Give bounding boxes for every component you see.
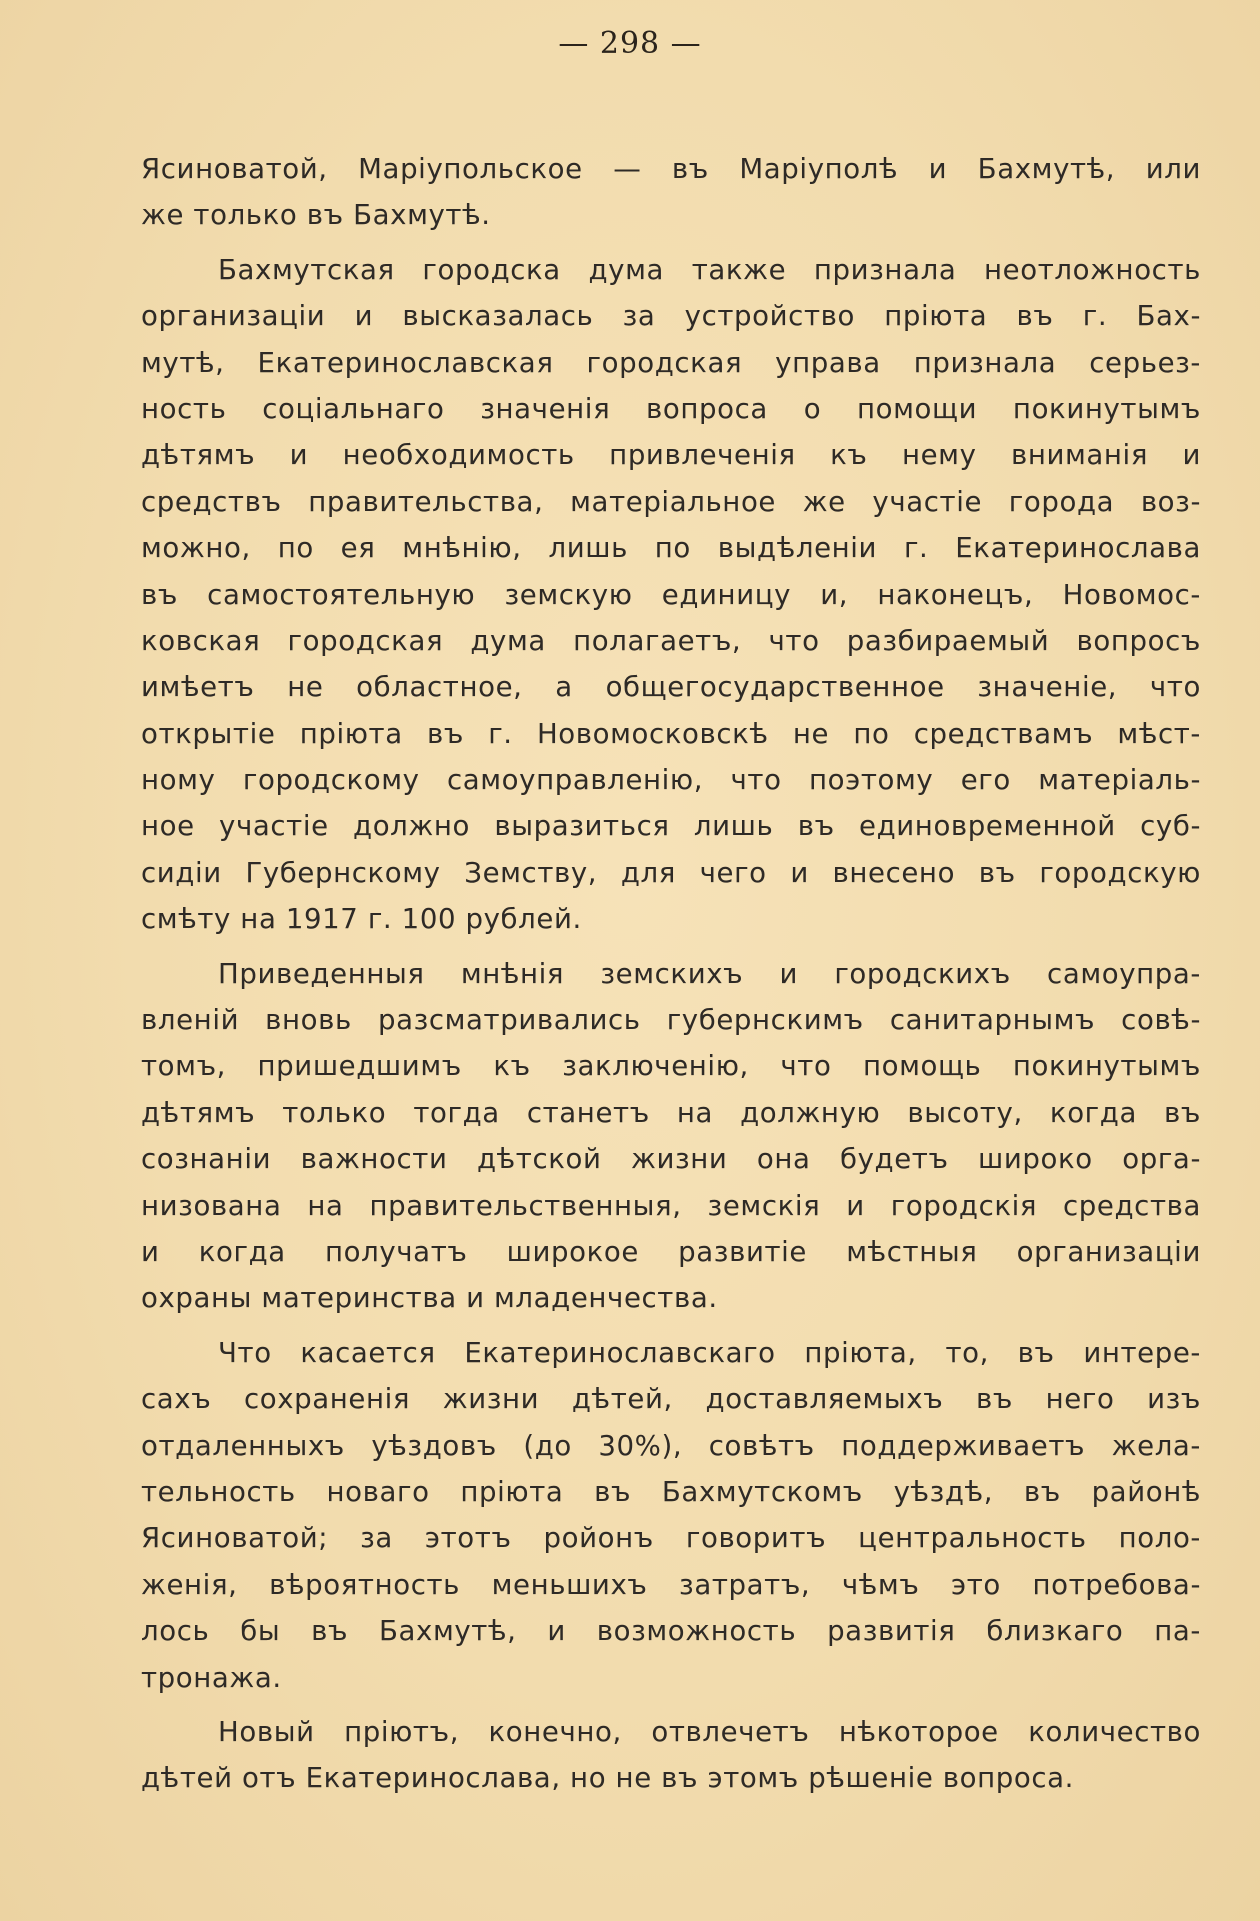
text-line: организаціи и высказалась за устройство пріюта въ г. Бах- [141, 299, 1201, 333]
text-line: низована на правительственныя, земскія и городскія средства [141, 1188, 1201, 1222]
text-body [141, 146, 1201, 1802]
paragraph [141, 1330, 1201, 1701]
text-line: открытіе пріюта въ г. Новомосковскѣ не по средствамъ мѣст- [141, 716, 1201, 750]
text-line: вленій вновь разсматривались губернскимъ санитарнымъ совѣ- [141, 1003, 1201, 1037]
text-line: сидіи Губернскому Земству, для чего и внесено въ городскую [141, 855, 1201, 889]
text-line: смѣту на 1917 г. 100 рублей. [141, 902, 582, 936]
text-line: Что касается Екатеринославскаго пріюта, то, въ интере- [218, 1335, 1201, 1369]
text-line: Ясиноватой; за этотъ ройонъ говоритъ центральность поло- [141, 1521, 1201, 1555]
text-line: тронажа. [141, 1660, 282, 1694]
text-line: ность соціальнаго значенія вопроса о помощи покинутымъ [141, 391, 1201, 425]
paragraph [141, 951, 1201, 1322]
text-line: дѣтямъ и необходимость привлеченія къ нему вниманія и [141, 438, 1201, 472]
text-line: сахъ сохраненія жизни дѣтей, доставляемыхъ въ него изъ [141, 1382, 1201, 1416]
text-line: дѣтямъ только тогда станетъ на должную высоту, когда въ [141, 1095, 1201, 1129]
text-line: томъ, пришедшимъ къ заключенію, что помощь покинутымъ [141, 1049, 1201, 1083]
text-line: ное участіе должно выразиться лишь въ единовременной суб- [141, 809, 1201, 843]
text-line: сознаніи важности дѣтской жизни она будетъ широко орга- [141, 1142, 1201, 1176]
text-line: Приведенныя мнѣнія земскихъ и городскихъ самоупра- [218, 956, 1201, 990]
text-line: лось бы въ Бахмутѣ, и возможность развитія близкаго па- [141, 1614, 1201, 1648]
text-line: въ самостоятельную земскую единицу и, наконецъ, Новомос- [141, 577, 1201, 611]
paragraph [141, 146, 1201, 239]
text-line: ковская городская дума полагаетъ, что разбираемый вопросъ [141, 623, 1201, 657]
text-line: мутѣ, Екатеринославская городская управа признала серьез- [141, 345, 1201, 379]
text-line: дѣтей отъ Екатеринослава, но не въ этомъ рѣшеніе вопроса. [141, 1761, 1075, 1795]
text-line: охраны материнства и младенчества. [141, 1281, 718, 1315]
text-line: тельность новаго пріюта въ Бахмутскомъ уѣздѣ, въ районѣ [141, 1474, 1201, 1508]
paragraph [141, 1709, 1201, 1802]
text-line: и когда получатъ широкое развитіе мѣстныя организаціи [141, 1234, 1201, 1268]
text-line: ному городскому самоуправленію, что поэтому его матеріаль- [141, 763, 1201, 797]
text-line: средствъ правительства, матеріальное же участіе города воз- [141, 484, 1201, 518]
page-number: — 298 — [558, 26, 702, 61]
text-line: можно, по ея мнѣнію, лишь по выдѣленіи г. Екатеринослава [141, 531, 1201, 565]
paragraph [141, 247, 1201, 943]
text-line: Ясиноватой, Маріупольское — въ Маріуполѣ и Бахмутѣ, или [141, 152, 1201, 185]
text-line: отдаленныхъ уѣздовъ (до 30%), совѣтъ поддерживаетъ жела- [141, 1428, 1201, 1462]
text-line: же только въ Бахмутѣ. [141, 198, 491, 232]
text-line: женія, вѣроятность меньшихъ затратъ, чѣмъ это потребова- [141, 1567, 1201, 1601]
text-line: имѣетъ не областное, а общегосударственное значеніе, что [141, 670, 1201, 704]
text-line: Новый пріютъ, конечно, отвлечетъ нѣкоторое количество [218, 1714, 1201, 1748]
text-line: Бахмутская городска дума также признала неотложность [218, 252, 1201, 286]
